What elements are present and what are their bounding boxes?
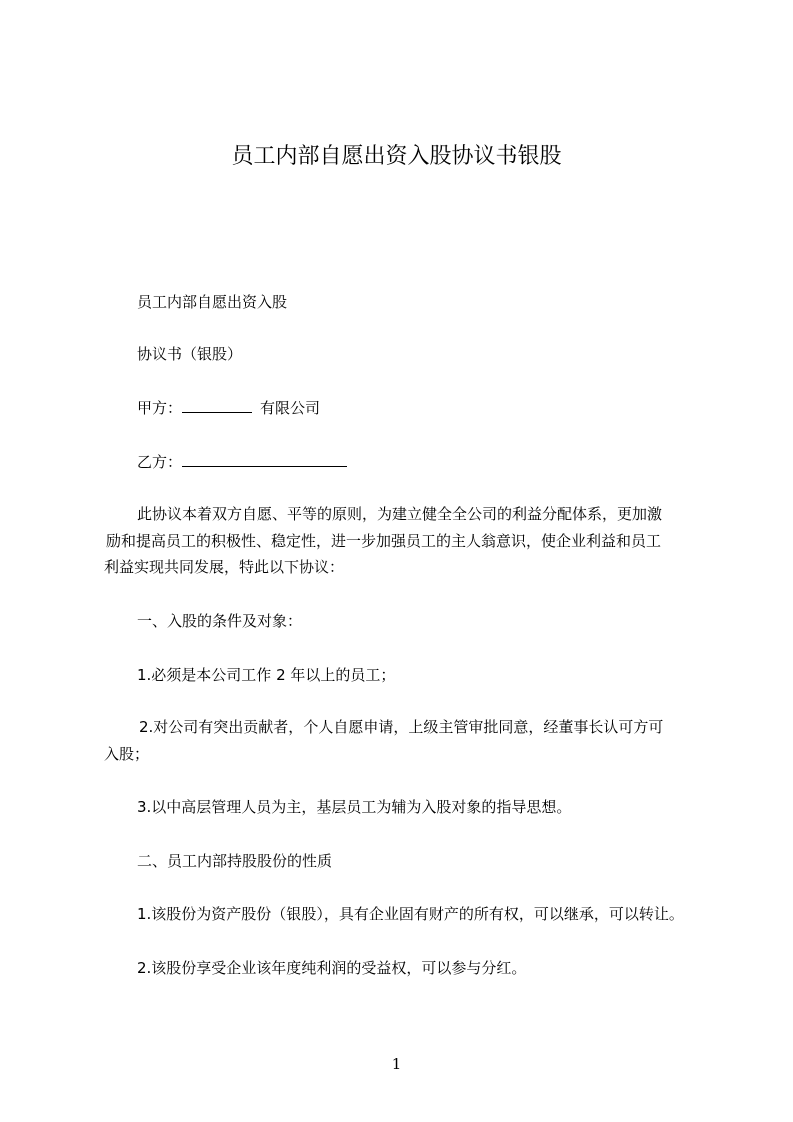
subtitle-line-2: 协议书（银股） <box>137 345 243 363</box>
party-a-blank <box>182 397 252 413</box>
party-b-line <box>137 451 347 473</box>
section-1-item-2-line-2: 入股； <box>104 745 150 763</box>
page-number: 1 <box>391 1055 402 1073</box>
party-a-label: 甲方： <box>137 399 183 417</box>
party-a-line <box>137 397 320 419</box>
party-a-suffix: 有限公司 <box>260 399 321 417</box>
intro-line-3: 利益实现共同发展，特此以下协议： <box>104 558 345 576</box>
section-1-item-2-line-1: 2.对公司有突出贡献者，个人自愿申请，上级主管审批同意，经董事长认可方可 <box>139 718 664 736</box>
section-2-item-2: 2.该股份享受企业该年度纯利润的受益权，可以参与分红。 <box>137 959 527 977</box>
intro-line-2: 励和提高员工的积极性、稳定性，进一步加强员工的主人翁意识，使企业利益和员工 <box>106 532 662 550</box>
section-2-item-1: 1.该股份为资产股份（银股），具有企业固有财产的所有权，可以继承，可以转让。 <box>137 905 684 923</box>
subtitle-line-1: 员工内部自愿出资入股 <box>137 293 288 311</box>
section-1-item-1: 1.必须是本公司工作 2 年以上的员工； <box>137 666 396 684</box>
section-2-heading: 二、员工内部持股股份的性质 <box>137 852 333 870</box>
intro-line-1: 此协议本着双方自愿、平等的原则，为建立健全全公司的利益分配体系，更加激 <box>137 505 663 523</box>
document-title: 员工内部自愿出资入股协议书银股 <box>231 144 562 169</box>
section-1-heading: 一、入股的条件及对象： <box>137 612 303 630</box>
party-b-label: 乙方： <box>137 453 183 471</box>
party-b-blank <box>182 451 347 467</box>
section-1-item-3: 3.以中高层管理人员为主，基层员工为辅为入股对象的指导思想。 <box>137 798 572 816</box>
